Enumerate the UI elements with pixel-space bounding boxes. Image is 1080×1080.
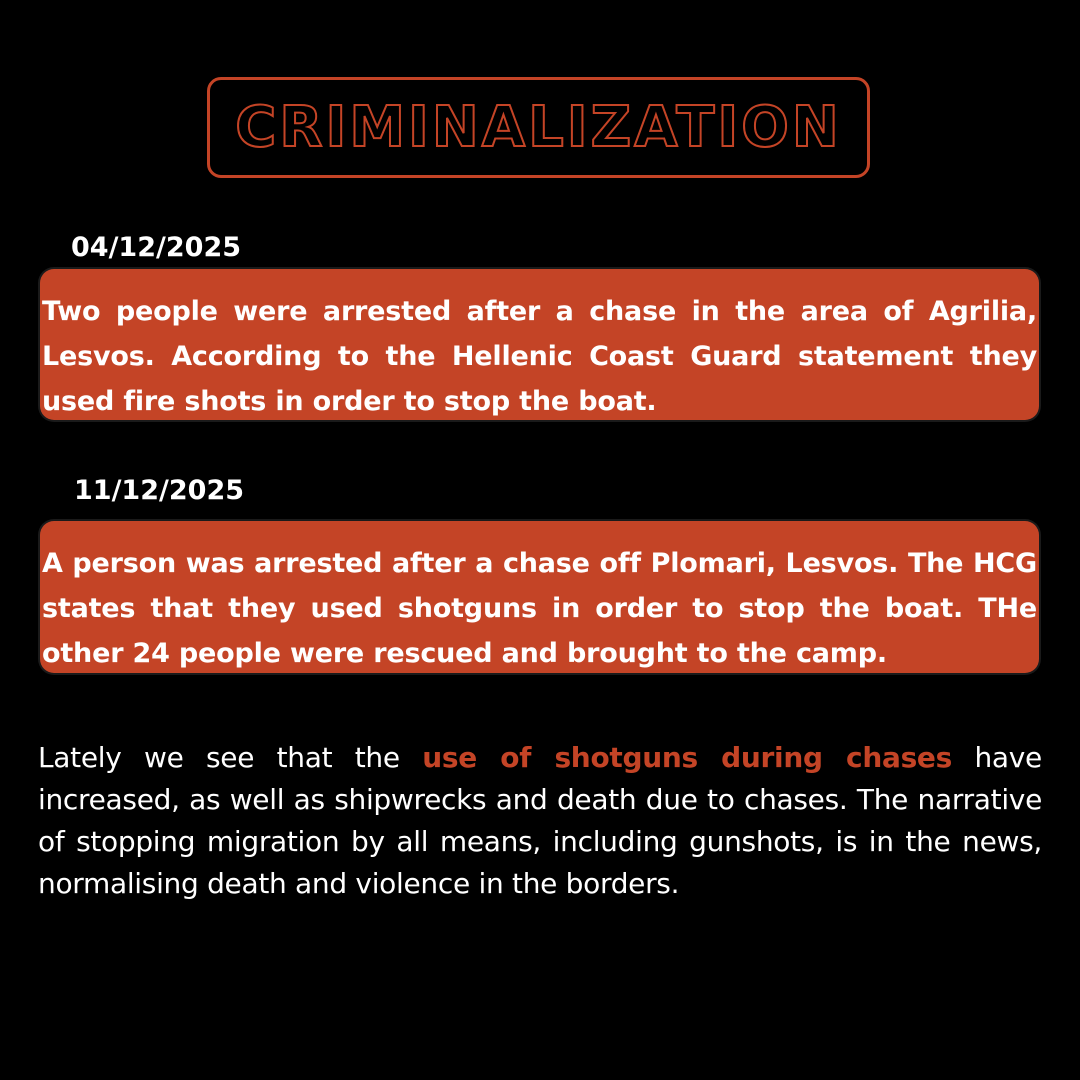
entry-text: A person was arrested after a chase off Plomari, Lesvos. The HCG states that they used shotguns in order to stop the boat. THe other 24 people were rescued and brought to the camp. [42, 548, 1037, 669]
entry-card [40, 269, 1039, 420]
summary-highlight: use of shotguns during chases [422, 741, 952, 774]
title-frame [207, 77, 870, 178]
summary-text-after: have increased, as well as shipwrecks and death due to chases. The narrative of stopping migration by all means, including gunshots, is in the news, normalising death and violence in the borders. [38, 741, 1042, 900]
page-title: CRIMINALIZATION [235, 94, 842, 160]
entry-date: 11/12/2025 [74, 475, 245, 506]
entry-text: Two people were arrested after a chase in the area of Agrilia, Lesvos. According to the Hellenic Coast Guard statement they used fire shots in order to stop the boat. [42, 296, 1037, 417]
summary-paragraph [38, 737, 1042, 905]
summary-text-before: Lately we see that the [38, 741, 423, 774]
entry-date: 04/12/2025 [71, 232, 242, 263]
entry-card [40, 521, 1039, 673]
